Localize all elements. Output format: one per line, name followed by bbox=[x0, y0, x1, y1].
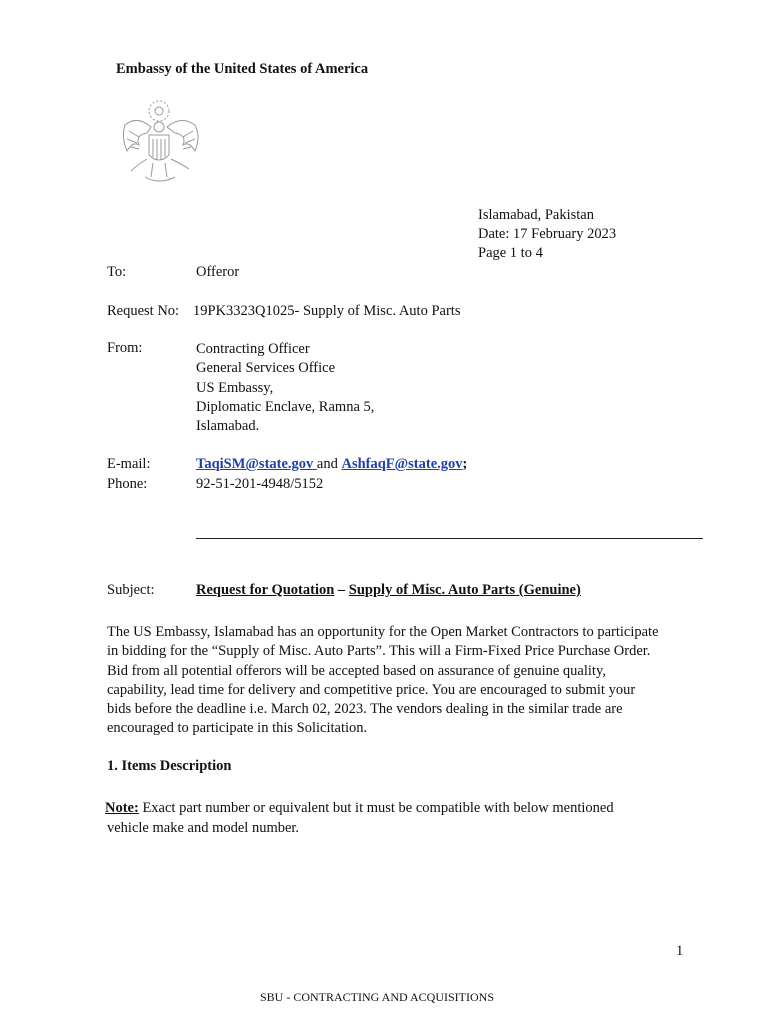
subject-rfq: Request for Quotation bbox=[196, 582, 335, 598]
note-line-1 bbox=[105, 800, 614, 817]
embassy-title: Embassy of the United States of America bbox=[116, 61, 369, 77]
body-line: encouraged to participate in this Solicitation. bbox=[107, 720, 368, 737]
email-addresses bbox=[196, 456, 467, 473]
phone-label: Phone: bbox=[107, 476, 148, 492]
body-line: The US Embassy, Islamabad has an opportunity for the Open Market Contractors to participate bbox=[107, 624, 659, 640]
from-line: Contracting Officer bbox=[196, 341, 310, 357]
from-line: US Embassy, bbox=[196, 379, 274, 396]
footer-classification: SBU - CONTRACTING AND ACQUISITIONS bbox=[260, 990, 495, 1004]
section-heading-items: 1. Items Description bbox=[107, 758, 232, 774]
page-count: Page 1 to 4 bbox=[478, 245, 543, 261]
from-line: Diplomatic Enclave, Ramna 5, bbox=[196, 398, 375, 415]
body-line: capability, lead time for delivery and competitive price. You are encouraged to submit your bbox=[107, 681, 636, 698]
email-link-ashfaq[interactable]: AshfaqF@state.gov bbox=[341, 456, 463, 472]
email-label: E-mail: bbox=[107, 456, 151, 472]
body-line: Bid from all potential offerors will be accepted based on assurance of genuine quality, bbox=[107, 662, 606, 679]
from-address bbox=[196, 340, 374, 436]
letter-date: Date: 17 February 2023 bbox=[478, 226, 617, 242]
subject-label: Subject: bbox=[107, 582, 155, 598]
to-value: Offeror bbox=[196, 264, 240, 280]
email-semicolon: ; bbox=[462, 456, 468, 472]
great-seal-eagle-icon bbox=[117, 97, 205, 187]
phone-value: 92-51-201-4948/5152 bbox=[196, 476, 324, 492]
subject-separator: – bbox=[334, 582, 349, 598]
note-line-2: vehicle make and model number. bbox=[107, 820, 300, 836]
from-label: From: bbox=[107, 340, 143, 356]
request-label: Request No: bbox=[107, 303, 180, 319]
signature-divider bbox=[196, 538, 703, 539]
from-line: Islamabad. bbox=[196, 418, 260, 435]
email-joiner: and bbox=[316, 456, 342, 472]
body-line: bids before the deadline i.e. March 02, 2023. The vendors dealing in the similar trade are bbox=[107, 701, 623, 718]
subject-line bbox=[196, 582, 581, 599]
to-label: To: bbox=[107, 264, 127, 280]
subject-title: Supply of Misc. Auto Parts (Genuine) bbox=[348, 582, 581, 598]
body-line: in bidding for the “Supply of Misc. Auto Parts”. This will a Firm-Fixed Price Purchase Order. bbox=[107, 643, 651, 660]
email-link-taqi[interactable]: TaqiSM@state.gov bbox=[196, 456, 317, 472]
note-label: Note: bbox=[105, 800, 139, 816]
location: Islamabad, Pakistan bbox=[478, 207, 594, 223]
note-text: Exact part number or equivalent but it must be compatible with below mentioned bbox=[138, 800, 614, 816]
request-number: 19PK3323Q1025- Supply of Misc. Auto Parts bbox=[193, 303, 461, 319]
page-number: 1 bbox=[676, 943, 684, 959]
from-line: General Services Office bbox=[196, 360, 336, 377]
body-paragraph bbox=[107, 623, 707, 739]
